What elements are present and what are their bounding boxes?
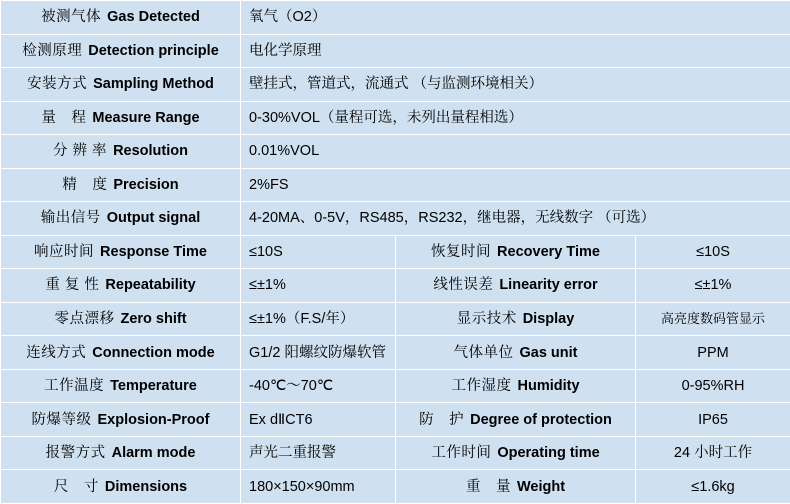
label-en: Output signal — [106, 210, 201, 227]
label-en: Measure Range — [92, 109, 200, 126]
label-en: Gas Detected — [107, 9, 200, 26]
row-value: ≤±1% — [636, 269, 790, 303]
table-row — [1, 101, 790, 135]
label-cn: 响应时间 — [34, 243, 95, 260]
row-value: 2%FS — [241, 168, 790, 202]
label-en: Resolution — [113, 143, 188, 160]
row-label — [396, 235, 636, 269]
row-label — [396, 302, 636, 336]
table-row — [1, 336, 790, 370]
row-label — [1, 135, 241, 169]
row-value: 0-30%VOL（量程可选，未列出量程相选） — [241, 101, 790, 135]
row-label — [396, 470, 636, 504]
row-label — [1, 269, 241, 303]
label-cn: 恢复时间 — [431, 243, 492, 260]
row-value: PPM — [636, 336, 790, 370]
label-en: Recovery Time — [497, 243, 600, 260]
label-cn: 重 复 性 — [45, 277, 100, 294]
table-row — [1, 34, 790, 68]
label-en: Explosion-Proof — [97, 411, 210, 428]
table-row — [1, 269, 790, 303]
row-value: ≤10S — [241, 235, 396, 269]
label-en: Temperature — [110, 378, 197, 395]
label-cn: 被测气体 — [41, 9, 102, 26]
label-cn: 量 程 — [41, 109, 87, 126]
label-en: Sampling Method — [93, 76, 214, 93]
row-label — [1, 1, 241, 35]
table-row — [1, 470, 790, 504]
row-label — [1, 168, 241, 202]
row-value: ≤±1% — [241, 269, 396, 303]
row-label — [1, 336, 241, 370]
label-cn: 线性误差 — [433, 277, 494, 294]
table-row — [1, 135, 790, 169]
label-cn: 零点漂移 — [54, 310, 115, 327]
label-en: Repeatability — [105, 277, 196, 294]
label-en: Linearity error — [499, 277, 598, 294]
row-value: 4-20MA、0-5V，RS485，RS232，继电器，无线数字 （可选） — [241, 202, 790, 236]
label-en: Response Time — [100, 243, 207, 260]
label-en: Dimensions — [104, 478, 188, 495]
row-value: ≤1.6kg — [636, 470, 790, 504]
label-cn: 尺 寸 — [53, 478, 99, 495]
label-cn: 安装方式 — [27, 76, 88, 93]
row-label — [1, 68, 241, 102]
label-en: Display — [522, 310, 575, 327]
label-en: Alarm mode — [111, 445, 196, 462]
label-cn: 输出信号 — [40, 210, 101, 227]
label-en: Operating time — [497, 445, 600, 462]
row-value: ≤±1%（F.S/年） — [241, 302, 396, 336]
label-en: Connection mode — [92, 344, 215, 361]
table-row — [1, 436, 790, 470]
table-row — [1, 202, 790, 236]
label-cn: 防 护 — [419, 411, 465, 428]
label-cn: 分 辨 率 — [53, 143, 108, 160]
table-row — [1, 168, 790, 202]
table-row — [1, 302, 790, 336]
label-cn: 工作湿度 — [451, 378, 512, 395]
table-row — [1, 1, 790, 35]
label-en: Weight — [516, 478, 566, 495]
row-value: 180×150×90mm — [241, 470, 396, 504]
row-value: 电化学原理 — [241, 34, 790, 68]
row-value: ≤10S — [636, 235, 790, 269]
table-row — [1, 235, 790, 269]
label-cn: 防爆等级 — [31, 411, 92, 428]
label-en: Gas unit — [519, 344, 578, 361]
row-label — [396, 436, 636, 470]
label-cn: 工作时间 — [431, 445, 492, 462]
row-value: IP65 — [636, 403, 790, 437]
table-row — [1, 403, 790, 437]
label-en: Detection principle — [88, 42, 219, 59]
row-label — [396, 336, 636, 370]
label-en: Degree of protection — [470, 411, 612, 428]
row-value: Ex dⅡCT6 — [241, 403, 396, 437]
table-body — [1, 1, 790, 504]
label-cn: 显示技术 — [456, 310, 517, 327]
row-label — [1, 470, 241, 504]
row-value: 壁挂式，管道式，流通式 （与监测环境相关） — [241, 68, 790, 102]
label-cn: 精 度 — [62, 176, 108, 193]
table-row — [1, 68, 790, 102]
row-label — [1, 202, 241, 236]
label-cn: 重 量 — [465, 478, 511, 495]
row-label — [1, 235, 241, 269]
row-value: 24 小时工作 — [636, 436, 790, 470]
table-row — [1, 369, 790, 403]
row-label — [1, 101, 241, 135]
row-value: 氧气（O2） — [241, 1, 790, 35]
label-cn: 工作温度 — [44, 378, 105, 395]
row-label — [396, 403, 636, 437]
label-cn: 气体单位 — [453, 344, 514, 361]
row-label — [396, 369, 636, 403]
row-value: 声光二重报警 — [241, 436, 396, 470]
row-value: 0-95%RH — [636, 369, 790, 403]
label-en: Zero shift — [120, 310, 187, 327]
row-value: 高亮度数码管显示 — [636, 302, 790, 336]
label-en: Precision — [113, 176, 179, 193]
label-cn: 报警方式 — [45, 445, 106, 462]
label-cn: 检测原理 — [22, 42, 83, 59]
row-label — [1, 436, 241, 470]
row-value: G1/2 阳螺纹防爆软管 — [241, 336, 396, 370]
row-value: 0.01%VOL — [241, 135, 790, 169]
row-label — [1, 369, 241, 403]
row-label — [1, 34, 241, 68]
label-en: Humidity — [517, 378, 580, 395]
row-label — [1, 403, 241, 437]
row-label — [396, 269, 636, 303]
label-cn: 连线方式 — [26, 344, 87, 361]
row-label — [1, 302, 241, 336]
row-value: -40℃～70℃ — [241, 369, 396, 403]
